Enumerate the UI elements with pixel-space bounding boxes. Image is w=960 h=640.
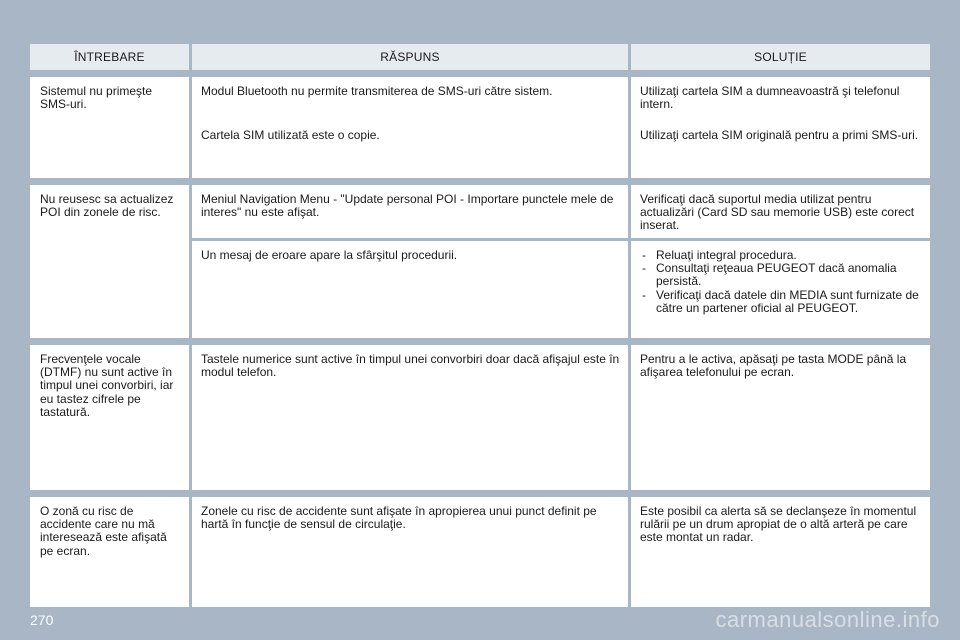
question-cell: Frecvenţele vocale (DTMF) nu sunt active în timpul unei convorbiri, iar eu tastez cifrele pe tastatură. xyxy=(30,345,189,490)
list-item: - Reluaţi integral procedura. xyxy=(640,249,922,262)
list-item: - Verificaţi dacă datele din MEDIA sunt furnizate de către un partener oficial al PEUGEOT. xyxy=(640,289,922,315)
solution-text: Verificaţi dacă suportul media utilizat pentru actualizări (Card SD sau memorie USB) este corect inserat. xyxy=(631,185,930,238)
list-item: - Consultaţi reţeaua PEUGEOT dacă anomalia persistă. xyxy=(640,262,922,288)
header-answer: RĂSPUNS xyxy=(192,44,628,70)
solution-cell xyxy=(631,77,930,178)
answer-cell xyxy=(192,185,628,338)
solution-text: Utilizaţi cartela SIM a dumneavoastră şi telefonul intern. xyxy=(640,84,900,112)
solution-text: Utilizaţi cartela SIM originală pentru a primi SMS-uri. xyxy=(640,128,919,143)
question-cell: Nu reusesc sa actualizez POI din zonele de risc. xyxy=(30,185,189,338)
page-number: 270 xyxy=(30,612,54,628)
solution-cell: Este posibil ca alerta să se declanşeze în momentul rulării pe un drum apropiat de o altă arteră pe care este montat un radar. xyxy=(631,497,930,607)
answer-text: Meniul Navigation Menu - "Update personal POI - Importare punctele mele de interes" nu este afişat. xyxy=(192,185,628,238)
answer-cell xyxy=(192,77,628,178)
header-solution: SOLUȚIE xyxy=(631,44,930,70)
answer-text: Modul Bluetooth nu permite transmiterea de SMS-uri către sistem. xyxy=(201,84,553,98)
question-cell: O zonă cu risc de accidente care nu mă interesează este afişată pe ecran. xyxy=(30,497,189,607)
watermark-text: carmanualsonline.info xyxy=(715,607,940,632)
header-question: ÎNTREBARE xyxy=(30,44,189,70)
faq-table xyxy=(30,44,930,607)
solution-cell: Pentru a le activa, apăsaţi pe tasta MODE până la afişarea telefonului pe ecran. xyxy=(631,345,930,490)
solution-list-block xyxy=(631,241,930,338)
answer-text: Cartela SIM utilizată este o copie. xyxy=(201,128,380,143)
answer-text: Un mesaj de eroare apare la sfârşitul procedurii. xyxy=(192,241,628,338)
solution-cell xyxy=(631,185,930,338)
question-cell: Sistemul nu primeşte SMS-uri. xyxy=(30,77,189,178)
answer-cell: Tastele numerice sunt active în timpul unei convorbiri doar dacă afişajul este în modul telefon. xyxy=(192,345,628,490)
answer-cell: Zonele cu risc de accidente sunt afişate în apropierea unui punct definit pe hartă în funcţie de sensul de circulaţie. xyxy=(192,497,628,607)
solution-list xyxy=(640,249,922,315)
